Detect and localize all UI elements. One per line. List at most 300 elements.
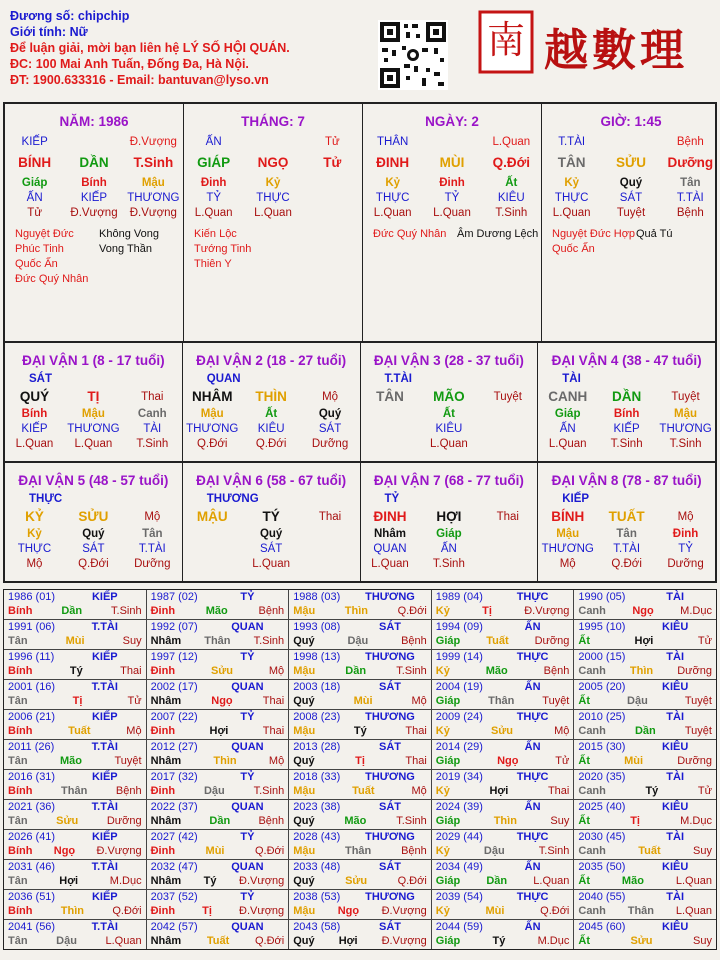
- annual-ten-god: SÁT: [378, 681, 401, 693]
- annual-life-stage: Mộ: [411, 695, 427, 707]
- annual-ten-god: TỶ: [240, 711, 255, 723]
- star-name: Thiên Y: [194, 258, 232, 270]
- pillar-title: NGÀY: 2: [425, 114, 479, 129]
- annual-cell[interactable]: [432, 770, 575, 799]
- hidden-ten-god: [478, 542, 537, 557]
- hidden-stem: Bính: [21, 408, 48, 420]
- annual-cell[interactable]: [147, 740, 290, 769]
- annual-branch: Thân: [488, 695, 515, 707]
- star-name: Vong Thần: [99, 243, 153, 255]
- annual-cell[interactable]: [147, 860, 290, 889]
- hidden-stems: [5, 527, 182, 542]
- annual-cell[interactable]: [432, 740, 575, 769]
- annual-life-stage: Mộ: [411, 785, 427, 797]
- annual-row: [4, 739, 716, 769]
- hidden-stems: [538, 407, 715, 422]
- dai-van-title: ĐẠI VẬN 1 (8 - 17 tuổi): [22, 353, 165, 368]
- annual-cell[interactable]: [574, 800, 716, 829]
- annual-top: [436, 740, 570, 754]
- annual-year: 1996 (11): [8, 651, 55, 663]
- annual-year: 2006 (21): [8, 711, 56, 723]
- annual-ten-god: KIÊU: [662, 741, 689, 753]
- annual-year: 2014 (29): [435, 741, 483, 753]
- star-row: [194, 242, 362, 257]
- annual-branch: Hợi: [634, 635, 654, 647]
- pillar-stem-branch: [363, 154, 541, 172]
- annual-cell[interactable]: [574, 710, 716, 739]
- annual-year: 2005 (20): [578, 681, 626, 693]
- annual-row: [4, 709, 716, 739]
- annual-cell[interactable]: [574, 770, 716, 799]
- annual-top: [8, 650, 142, 664]
- annual-branch: Dậu: [483, 845, 505, 857]
- annual-cell[interactable]: [4, 770, 147, 799]
- dai-van-title: ĐẠI VẬN 7 (68 - 77 tuổi): [373, 473, 524, 488]
- annual-cell[interactable]: [147, 650, 290, 679]
- annual-year: 1991 (06): [8, 621, 56, 633]
- annual-cell[interactable]: [4, 590, 147, 619]
- annual-stem: Giáp: [435, 935, 461, 947]
- annual-year: 2004 (19): [435, 681, 483, 693]
- annual-cell[interactable]: [574, 830, 716, 859]
- pillar-stage: Tử: [324, 136, 340, 148]
- annual-row: [4, 859, 716, 889]
- annual-year: 2043 (58): [293, 921, 341, 933]
- annual-cell[interactable]: [289, 680, 432, 709]
- annual-branch: Thân: [627, 905, 655, 917]
- dai-van-ten-god-line: [5, 492, 182, 507]
- dai-van-branch: THÌN: [255, 389, 287, 404]
- svg-text:南: 南: [486, 18, 526, 62]
- dai-van-ten-god-line: [183, 492, 360, 507]
- annual-branch: Sửu: [630, 935, 653, 947]
- annual-cell[interactable]: [147, 830, 290, 859]
- hidden-stems: [538, 527, 715, 542]
- annual-branch: Tý: [645, 785, 659, 797]
- annual-cell[interactable]: [289, 800, 432, 829]
- annual-top: [436, 920, 570, 934]
- annual-cell[interactable]: [432, 800, 575, 829]
- annual-stem: Ất: [578, 695, 590, 707]
- star-name: Âm Dương Lệch: [457, 228, 539, 240]
- annual-cell[interactable]: [147, 680, 290, 709]
- star-row: [552, 227, 720, 242]
- annual-ten-god: TÀI: [666, 831, 685, 843]
- annual-top: [8, 860, 142, 874]
- annual-life-stage: Bệnh: [258, 605, 285, 617]
- dai-van-branch: MÃO: [433, 389, 465, 404]
- annual-ten-god: TỶ: [240, 651, 255, 663]
- hidden-ten-gods: [363, 191, 541, 206]
- annual-branch: Thìn: [629, 665, 654, 677]
- hidden-stems: [361, 407, 538, 422]
- hidden-stage: Đ.Vượng: [70, 207, 118, 219]
- annual-branch: Tý: [203, 875, 217, 887]
- annual-cell[interactable]: [574, 620, 716, 649]
- hidden-stages: [183, 557, 360, 572]
- dai-van-cell[interactable]: [538, 343, 715, 461]
- pillar-cell[interactable]: [184, 104, 363, 341]
- hidden-stage: L.Quan: [74, 438, 113, 450]
- spacer: [64, 135, 123, 150]
- annual-ten-god: ẤN: [524, 861, 541, 873]
- dai-van-ten-god: QUAN: [206, 373, 241, 385]
- annual-cell[interactable]: [147, 590, 290, 619]
- pillar-title: NĂM: 1986: [59, 114, 129, 129]
- annual-branch: Tý: [353, 725, 367, 737]
- annual-life-stage: Dưỡng: [677, 755, 712, 767]
- annual-cell[interactable]: [432, 650, 575, 679]
- hidden-stages: [184, 206, 362, 221]
- annual-bottom: [578, 844, 712, 858]
- contact-notice: Để luận giải, mời bạn liên hệ LÝ SỐ HỘI QUÁN.: [10, 41, 290, 55]
- annual-cell[interactable]: [4, 860, 147, 889]
- annual-life-stage: M.Dục: [109, 875, 142, 887]
- annual-year: 1992 (07): [150, 621, 198, 633]
- annual-cell[interactable]: [432, 920, 575, 949]
- annual-top: [436, 650, 570, 664]
- pillar-cell[interactable]: [542, 104, 720, 341]
- hidden-stem: Giáp: [436, 528, 462, 540]
- annual-life-stage: Suy: [693, 845, 712, 857]
- annual-bottom: [151, 934, 285, 948]
- annual-cell[interactable]: [289, 650, 432, 679]
- annual-cell[interactable]: [432, 830, 575, 859]
- annual-branch: Ngọ: [632, 605, 654, 617]
- pillar-stage: Đ.Vượng: [129, 136, 177, 148]
- annual-life-stage: L.Quan: [675, 905, 712, 917]
- annual-life-stage: Q.Đới: [540, 905, 570, 917]
- pillar-cell[interactable]: [363, 104, 542, 341]
- annual-bottom: [8, 844, 142, 858]
- annual-top: [293, 890, 427, 904]
- hidden-stage: [301, 557, 360, 572]
- dai-van-life-stage: Mộ: [677, 511, 694, 523]
- hidden-ten-god: THƯƠNG: [127, 192, 180, 204]
- star-name: Nguyệt Đức Hợp: [552, 228, 636, 240]
- annual-life-stage: Tuyệt: [542, 695, 570, 707]
- annual-cell[interactable]: [147, 620, 290, 649]
- annual-top: [151, 860, 285, 874]
- annual-branch: Thìn: [493, 815, 517, 827]
- annual-bottom: [436, 604, 570, 618]
- annual-cell[interactable]: [432, 890, 575, 919]
- annual-cell[interactable]: [4, 830, 147, 859]
- annual-cell[interactable]: [289, 710, 432, 739]
- annual-ten-god: THỰC: [516, 831, 549, 843]
- dai-van-ten-god: THƯƠNG: [206, 493, 259, 505]
- dai-van-ten-god-line: [538, 372, 715, 387]
- dai-van-ten-god-line: [538, 492, 715, 507]
- dai-van-ten-god-line: [361, 492, 538, 507]
- annual-top: [436, 710, 570, 724]
- annual-life-stage: Đ.Vượng: [239, 905, 285, 917]
- annual-luck-table: [3, 589, 717, 950]
- annual-ten-god: TÀI: [666, 771, 685, 783]
- annual-life-stage: Bệnh: [258, 815, 285, 827]
- annual-life-stage: Suy: [122, 635, 142, 647]
- annual-bottom: [578, 934, 712, 948]
- annual-cell[interactable]: [289, 830, 432, 859]
- annual-year: 2040 (55): [578, 891, 626, 903]
- annual-year: 2022 (37): [150, 801, 198, 813]
- annual-life-stage: Dưỡng: [677, 665, 712, 677]
- annual-life-stage: Đ.Vượng: [381, 905, 427, 917]
- annual-cell[interactable]: [289, 740, 432, 769]
- annual-ten-god: T.TÀI: [91, 741, 118, 753]
- annual-bottom: [578, 904, 712, 918]
- hidden-stem: Quý: [619, 177, 643, 189]
- annual-bottom: [436, 904, 570, 918]
- annual-cell[interactable]: [432, 590, 575, 619]
- annual-bottom: [436, 634, 570, 648]
- annual-year: 2000 (15): [578, 651, 626, 663]
- star-row: [194, 257, 362, 272]
- star-name: Nguyệt Đức: [15, 228, 74, 240]
- annual-cell[interactable]: [4, 920, 147, 949]
- hidden-stage: Tử: [27, 207, 43, 219]
- annual-top: [436, 860, 570, 874]
- annual-ten-god: QUAN: [231, 621, 264, 633]
- hidden-stage: L.Quan: [254, 207, 292, 219]
- annual-branch: Dậu: [56, 935, 77, 947]
- annual-branch: Mão: [344, 815, 367, 827]
- annual-stem: Đinh: [150, 785, 176, 797]
- annual-branch: Hợi: [209, 725, 229, 737]
- annual-stem: Tân: [8, 695, 28, 707]
- star-row: [15, 272, 183, 287]
- annual-life-stage: T.Sinh: [253, 785, 285, 797]
- annual-bottom: [578, 754, 712, 768]
- annual-cell[interactable]: [4, 800, 147, 829]
- annual-cell[interactable]: [574, 740, 716, 769]
- spacer: [243, 135, 302, 150]
- annual-top: [578, 770, 712, 784]
- annual-cell[interactable]: [432, 680, 575, 709]
- pillar-title: THÁNG: 7: [241, 114, 305, 129]
- annual-life-stage: Tử: [127, 695, 142, 707]
- annual-ten-god: THƯƠNG: [365, 831, 415, 843]
- annual-ten-god: TÀI: [666, 651, 685, 663]
- annual-branch: Tị: [630, 815, 640, 827]
- dai-van-cell[interactable]: [183, 343, 361, 461]
- annual-year: 1989 (04): [435, 591, 483, 603]
- annual-cell[interactable]: [4, 650, 147, 679]
- annual-bottom: [436, 724, 570, 738]
- star-name: Đức Quý Nhân: [373, 228, 447, 240]
- annual-cell[interactable]: [147, 770, 290, 799]
- pillar-stem-branch: [542, 154, 720, 172]
- annual-top: [151, 710, 285, 724]
- annual-ten-god: KIẾP: [91, 591, 118, 603]
- annual-cell[interactable]: [289, 770, 432, 799]
- annual-life-stage: T.Sinh: [396, 665, 427, 677]
- annual-top: [578, 650, 712, 664]
- annual-cell[interactable]: [4, 740, 147, 769]
- annual-ten-god: THƯƠNG: [365, 711, 415, 723]
- contact-phone-email: ĐT: 1900.633316 - Email: bantuvan@lyso.vn: [10, 73, 269, 87]
- hidden-stages: [542, 206, 720, 221]
- annual-cell[interactable]: [147, 800, 290, 829]
- annual-cell[interactable]: [289, 920, 432, 949]
- annual-cell[interactable]: [4, 680, 147, 709]
- annual-cell[interactable]: [147, 890, 290, 919]
- star-name: Tướng Tinh: [194, 243, 252, 255]
- annual-bottom: [8, 694, 142, 708]
- star-name: Đức Quý Nhân: [15, 273, 89, 285]
- pillar-stem: GIÁP: [197, 155, 231, 170]
- annual-year: 2016 (31): [8, 771, 56, 783]
- annual-life-stage: Q.Đới: [397, 875, 427, 887]
- annual-stem: Mậu: [293, 845, 316, 857]
- annual-branch: Dần: [61, 605, 83, 617]
- annual-stem: Ất: [578, 875, 590, 887]
- annual-cell[interactable]: [4, 710, 147, 739]
- dai-van-cell[interactable]: [361, 343, 539, 461]
- annual-top: [293, 680, 427, 694]
- dai-van-cell[interactable]: [5, 343, 183, 461]
- annual-year: 1999 (14): [435, 651, 483, 663]
- dai-van-life-stage: Thai: [141, 391, 164, 403]
- annual-stem: Giáp: [435, 695, 461, 707]
- dai-van-stem: BÍNH: [551, 509, 585, 524]
- annual-branch: Thân: [344, 845, 372, 857]
- pillar-cell[interactable]: [5, 104, 184, 341]
- annual-life-stage: Bệnh: [401, 845, 427, 857]
- annual-cell[interactable]: [574, 890, 716, 919]
- annual-stem: Giáp: [435, 635, 461, 647]
- annual-cell[interactable]: [289, 860, 432, 889]
- pillar-ten-god-line: [5, 135, 183, 150]
- annual-bottom: [151, 754, 285, 768]
- dai-van-branch: DẦN: [612, 389, 642, 404]
- annual-year: 2039 (54): [435, 891, 483, 903]
- pillar-ten-god: KIẾP: [21, 136, 48, 148]
- annual-cell[interactable]: [574, 920, 716, 949]
- dai-van-branch: TỊ: [87, 389, 100, 404]
- annual-life-stage: Đ.Vượng: [239, 875, 285, 887]
- annual-bottom: [293, 754, 427, 768]
- annual-cell[interactable]: [574, 860, 716, 889]
- dai-van-stem: QUÝ: [19, 389, 50, 404]
- dai-van-life-stage: Mộ: [322, 391, 339, 403]
- annual-cell[interactable]: [432, 710, 575, 739]
- annual-cell[interactable]: [289, 590, 432, 619]
- annual-year: 2024 (39): [435, 801, 483, 813]
- annual-ten-god: SÁT: [378, 861, 401, 873]
- dai-van-cell[interactable]: [5, 463, 183, 581]
- annual-cell[interactable]: [574, 590, 716, 619]
- annual-cell[interactable]: [289, 890, 432, 919]
- dai-van-life-stage: Mộ: [144, 511, 161, 523]
- dai-van-cell[interactable]: [183, 463, 361, 581]
- hidden-stem: Đinh: [439, 177, 465, 189]
- annual-stem: Nhâm: [150, 695, 182, 707]
- annual-bottom: [293, 874, 427, 888]
- contact-address: ĐC: 100 Mai Anh Tuấn, Đống Đa, Hà Nội.: [10, 57, 249, 71]
- annual-bottom: [8, 874, 142, 888]
- hidden-stem: [361, 407, 420, 422]
- hidden-stems: [183, 527, 360, 542]
- hidden-stem: [303, 176, 362, 191]
- hidden-stem: Mậu: [200, 408, 224, 420]
- annual-bottom: [151, 634, 285, 648]
- pillar-stem: TÂN: [557, 155, 586, 170]
- annual-branch: Thân: [61, 785, 88, 797]
- dai-van-cell[interactable]: [538, 463, 715, 581]
- annual-cell[interactable]: [289, 620, 432, 649]
- hidden-stem: Quý: [259, 528, 283, 540]
- annual-cell[interactable]: [147, 920, 290, 949]
- star-name: Quốc Ấn: [15, 258, 58, 270]
- dai-van-ten-god: T.TÀI: [384, 373, 412, 385]
- annual-bottom: [8, 664, 142, 678]
- star-row: [373, 227, 541, 242]
- hidden-stage: [183, 557, 242, 572]
- annual-cell[interactable]: [4, 890, 147, 919]
- annual-cell[interactable]: [574, 680, 716, 709]
- annual-year: 2028 (43): [293, 831, 341, 843]
- annual-branch: Mùi: [485, 905, 505, 917]
- annual-ten-god: TÀI: [666, 891, 685, 903]
- annual-ten-god: KIẾP: [91, 891, 118, 903]
- pillar-stage: L.Quan: [492, 136, 531, 148]
- annual-top: [578, 890, 712, 904]
- hidden-stages: [361, 437, 538, 452]
- annual-branch: Thân: [204, 635, 231, 647]
- annual-cell[interactable]: [432, 620, 575, 649]
- annual-cell[interactable]: [4, 620, 147, 649]
- annual-life-stage: Suy: [550, 815, 570, 827]
- spacer: [601, 135, 660, 150]
- hidden-stems: [542, 176, 720, 191]
- annual-branch: Ngọ: [497, 755, 519, 767]
- annual-year: 2034 (49): [435, 861, 483, 873]
- hidden-stems: [361, 527, 538, 542]
- annual-top: [293, 830, 427, 844]
- annual-top: [578, 620, 712, 634]
- hidden-stems: [5, 407, 182, 422]
- hidden-ten-gods: [183, 422, 360, 437]
- annual-year: 1987 (02): [150, 591, 198, 603]
- annual-row: [4, 619, 716, 649]
- annual-branch: Tuất: [352, 785, 375, 797]
- annual-branch: Thìn: [213, 755, 237, 767]
- hidden-stem: Giáp: [554, 408, 581, 420]
- annual-cell[interactable]: [147, 710, 290, 739]
- dai-van-ten-god: SÁT: [29, 373, 52, 385]
- annual-cell[interactable]: [432, 860, 575, 889]
- annual-top: [293, 710, 427, 724]
- annual-ten-god: SÁT: [378, 621, 401, 633]
- annual-top: [436, 770, 570, 784]
- annual-top: [151, 590, 285, 604]
- dai-van-cell[interactable]: [361, 463, 539, 581]
- annual-top: [8, 800, 142, 814]
- annual-life-stage: Đ.Vượng: [96, 845, 142, 857]
- annual-ten-god: KIÊU: [662, 681, 689, 693]
- qr-code-icon[interactable]: [378, 20, 448, 90]
- annual-ten-god: THƯƠNG: [365, 651, 415, 663]
- annual-bottom: [436, 664, 570, 678]
- annual-life-stage: L.Quan: [533, 875, 570, 887]
- hidden-stage: [478, 557, 537, 572]
- hidden-stem: Kỷ: [265, 177, 281, 189]
- annual-branch: Tị: [202, 905, 212, 917]
- annual-cell[interactable]: [574, 650, 716, 679]
- hidden-ten-god: T.TÀI: [676, 192, 704, 204]
- dai-van-stem-branch: [361, 507, 538, 527]
